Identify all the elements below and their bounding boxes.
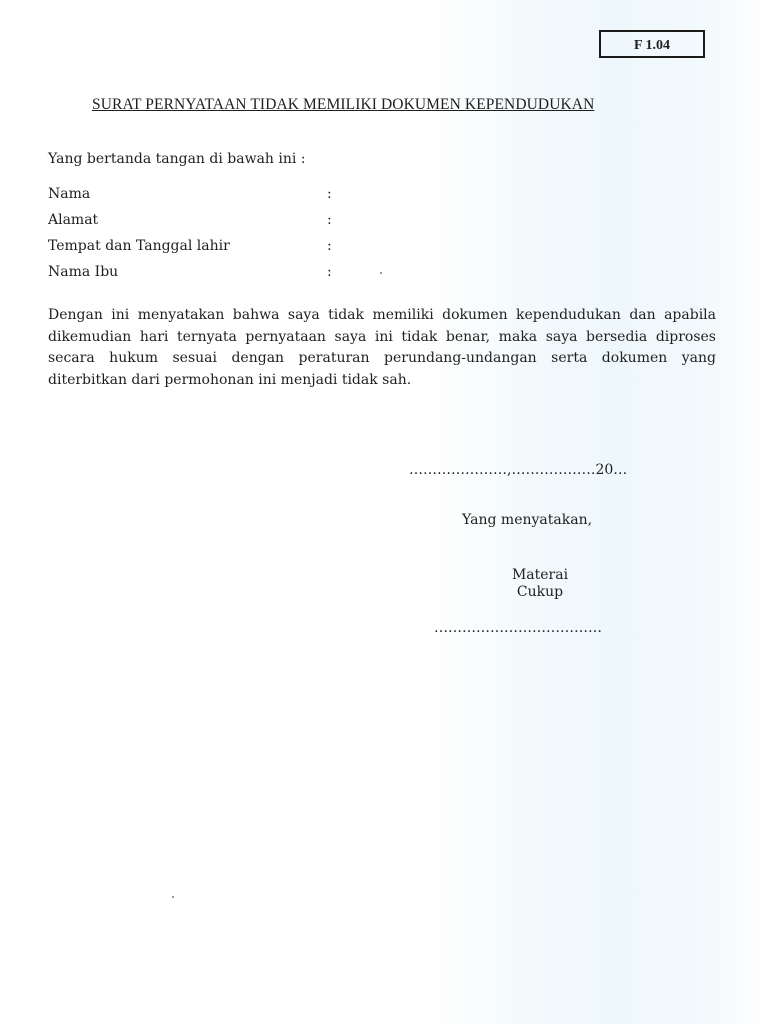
- field-colon: :: [327, 238, 332, 254]
- field-label: Tempat dan Tanggal lahir: [48, 238, 230, 254]
- field-nama-ibu: [48, 264, 332, 280]
- scan-speck: [172, 896, 174, 898]
- signature-line: ………………………………: [434, 620, 602, 636]
- field-colon: :: [327, 212, 332, 228]
- field-alamat: [48, 212, 332, 228]
- statement-paragraph: Dengan ini menyatakan bahwa saya tidak memiliki dokumen kependudukan dan apabila dikemudian hari ternyata pernyataan saya ini tidak benar, maka saya bersedia diproses secara hukum sesuai dengan peraturan perundang-undangan serta dokumen yang diterbitkan dari permohonan ini menjadi tidak sah.: [48, 307, 716, 388]
- field-label: Alamat: [48, 212, 99, 228]
- field-label: Nama: [48, 186, 91, 202]
- field-colon: :: [327, 264, 332, 280]
- field-colon: :: [327, 186, 332, 202]
- intro-text: Yang bertanda tangan di bawah ini :: [48, 151, 306, 167]
- stamp-placeholder: [480, 567, 600, 601]
- signer-label: Yang menyatakan,: [462, 512, 593, 528]
- field-nama: [48, 186, 332, 202]
- stamp-line-1: Materai: [511, 567, 569, 583]
- scan-speck: [380, 272, 382, 274]
- stamp-line-2: Cukup: [516, 584, 564, 600]
- field-tempat-tanggal-lahir: [48, 238, 332, 254]
- form-code-box: F 1.04: [599, 30, 705, 58]
- date-line: …………………,………………20…: [409, 462, 628, 478]
- field-label: Nama Ibu: [48, 264, 119, 280]
- document-title: SURAT PERNYATAAN TIDAK MEMILIKI DOKUMEN KEPENDUDUKAN: [92, 96, 595, 113]
